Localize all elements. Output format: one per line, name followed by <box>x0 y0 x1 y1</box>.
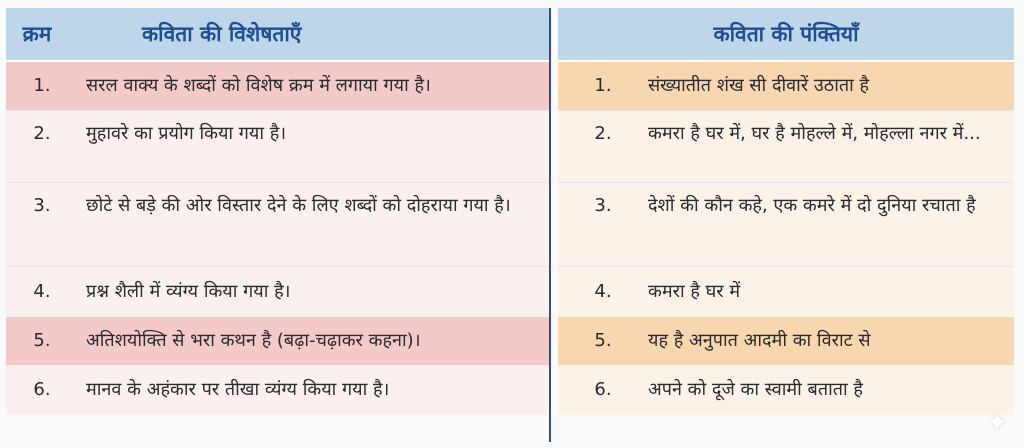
row-number: 1. <box>33 75 51 96</box>
feature-row <box>6 62 549 110</box>
line-row <box>558 365 1014 415</box>
feature-row <box>6 266 549 317</box>
line-row <box>558 317 1014 365</box>
lines-header <box>558 8 1014 62</box>
line-row <box>558 62 1014 110</box>
feature-text: मुहावरे का प्रयोग किया गया है। <box>86 123 287 144</box>
line-text: संख्यातीत शंख सी दीवारें उठाता है <box>648 75 870 96</box>
row-number: 3. <box>33 195 51 216</box>
header-lines: कविता की पंक्तियाँ <box>713 22 859 46</box>
feature-text: छोटे से बड़े की ओर विस्तार देने के लिए शब्दों को दोहराया गया है। <box>86 195 511 216</box>
feature-text: अतिशयोक्ति से भरा कथन है (बढ़ा-चढ़ाकर कहना)। <box>86 330 421 351</box>
row-number: 5. <box>33 330 51 351</box>
line-text: देशों की कौन कहे, एक कमरे में दो दुनिया रचाता है <box>648 195 976 216</box>
line-text: कमरा है घर में <box>648 281 741 302</box>
header-features: कविता की विशेषताएँ <box>142 22 302 46</box>
feature-text: सरल वाक्य के शब्दों को विशेष क्रम में लगाया गया है। <box>86 75 431 96</box>
line-text: यह है अनुपात आदमी का विराट से <box>648 330 871 351</box>
row-number: 4. <box>594 281 612 302</box>
feature-row <box>6 317 549 365</box>
row-number: 2. <box>594 123 612 144</box>
row-number: 6. <box>594 379 612 400</box>
features-header <box>6 8 549 62</box>
feature-row <box>6 182 549 266</box>
feature-row <box>6 365 549 415</box>
row-number: 5. <box>594 330 612 351</box>
row-number: 1. <box>594 75 612 96</box>
sparkle-icon: ✦ <box>986 408 1008 438</box>
column-divider <box>549 8 551 442</box>
row-number: 4. <box>33 281 51 302</box>
row-number: 3. <box>594 195 612 216</box>
features-panel <box>6 8 549 442</box>
feature-text: प्रश्न शैली में व्यंग्य किया गया है। <box>86 281 291 302</box>
feature-row <box>6 110 549 182</box>
header-serial: क्रम <box>22 22 52 46</box>
line-text: कमरा है घर में, घर है मोहल्ले में, मोहल्ला नगर में... <box>648 123 981 144</box>
lines-panel <box>558 8 1014 442</box>
feature-text: मानव के अहंकार पर तीखा व्यंग्य किया गया है। <box>86 379 390 400</box>
line-row <box>558 182 1014 266</box>
line-text: अपने को दूजे का स्वामी बताता है <box>648 379 863 400</box>
row-number: 2. <box>33 123 51 144</box>
line-row <box>558 266 1014 317</box>
line-row <box>558 110 1014 182</box>
row-number: 6. <box>33 379 51 400</box>
